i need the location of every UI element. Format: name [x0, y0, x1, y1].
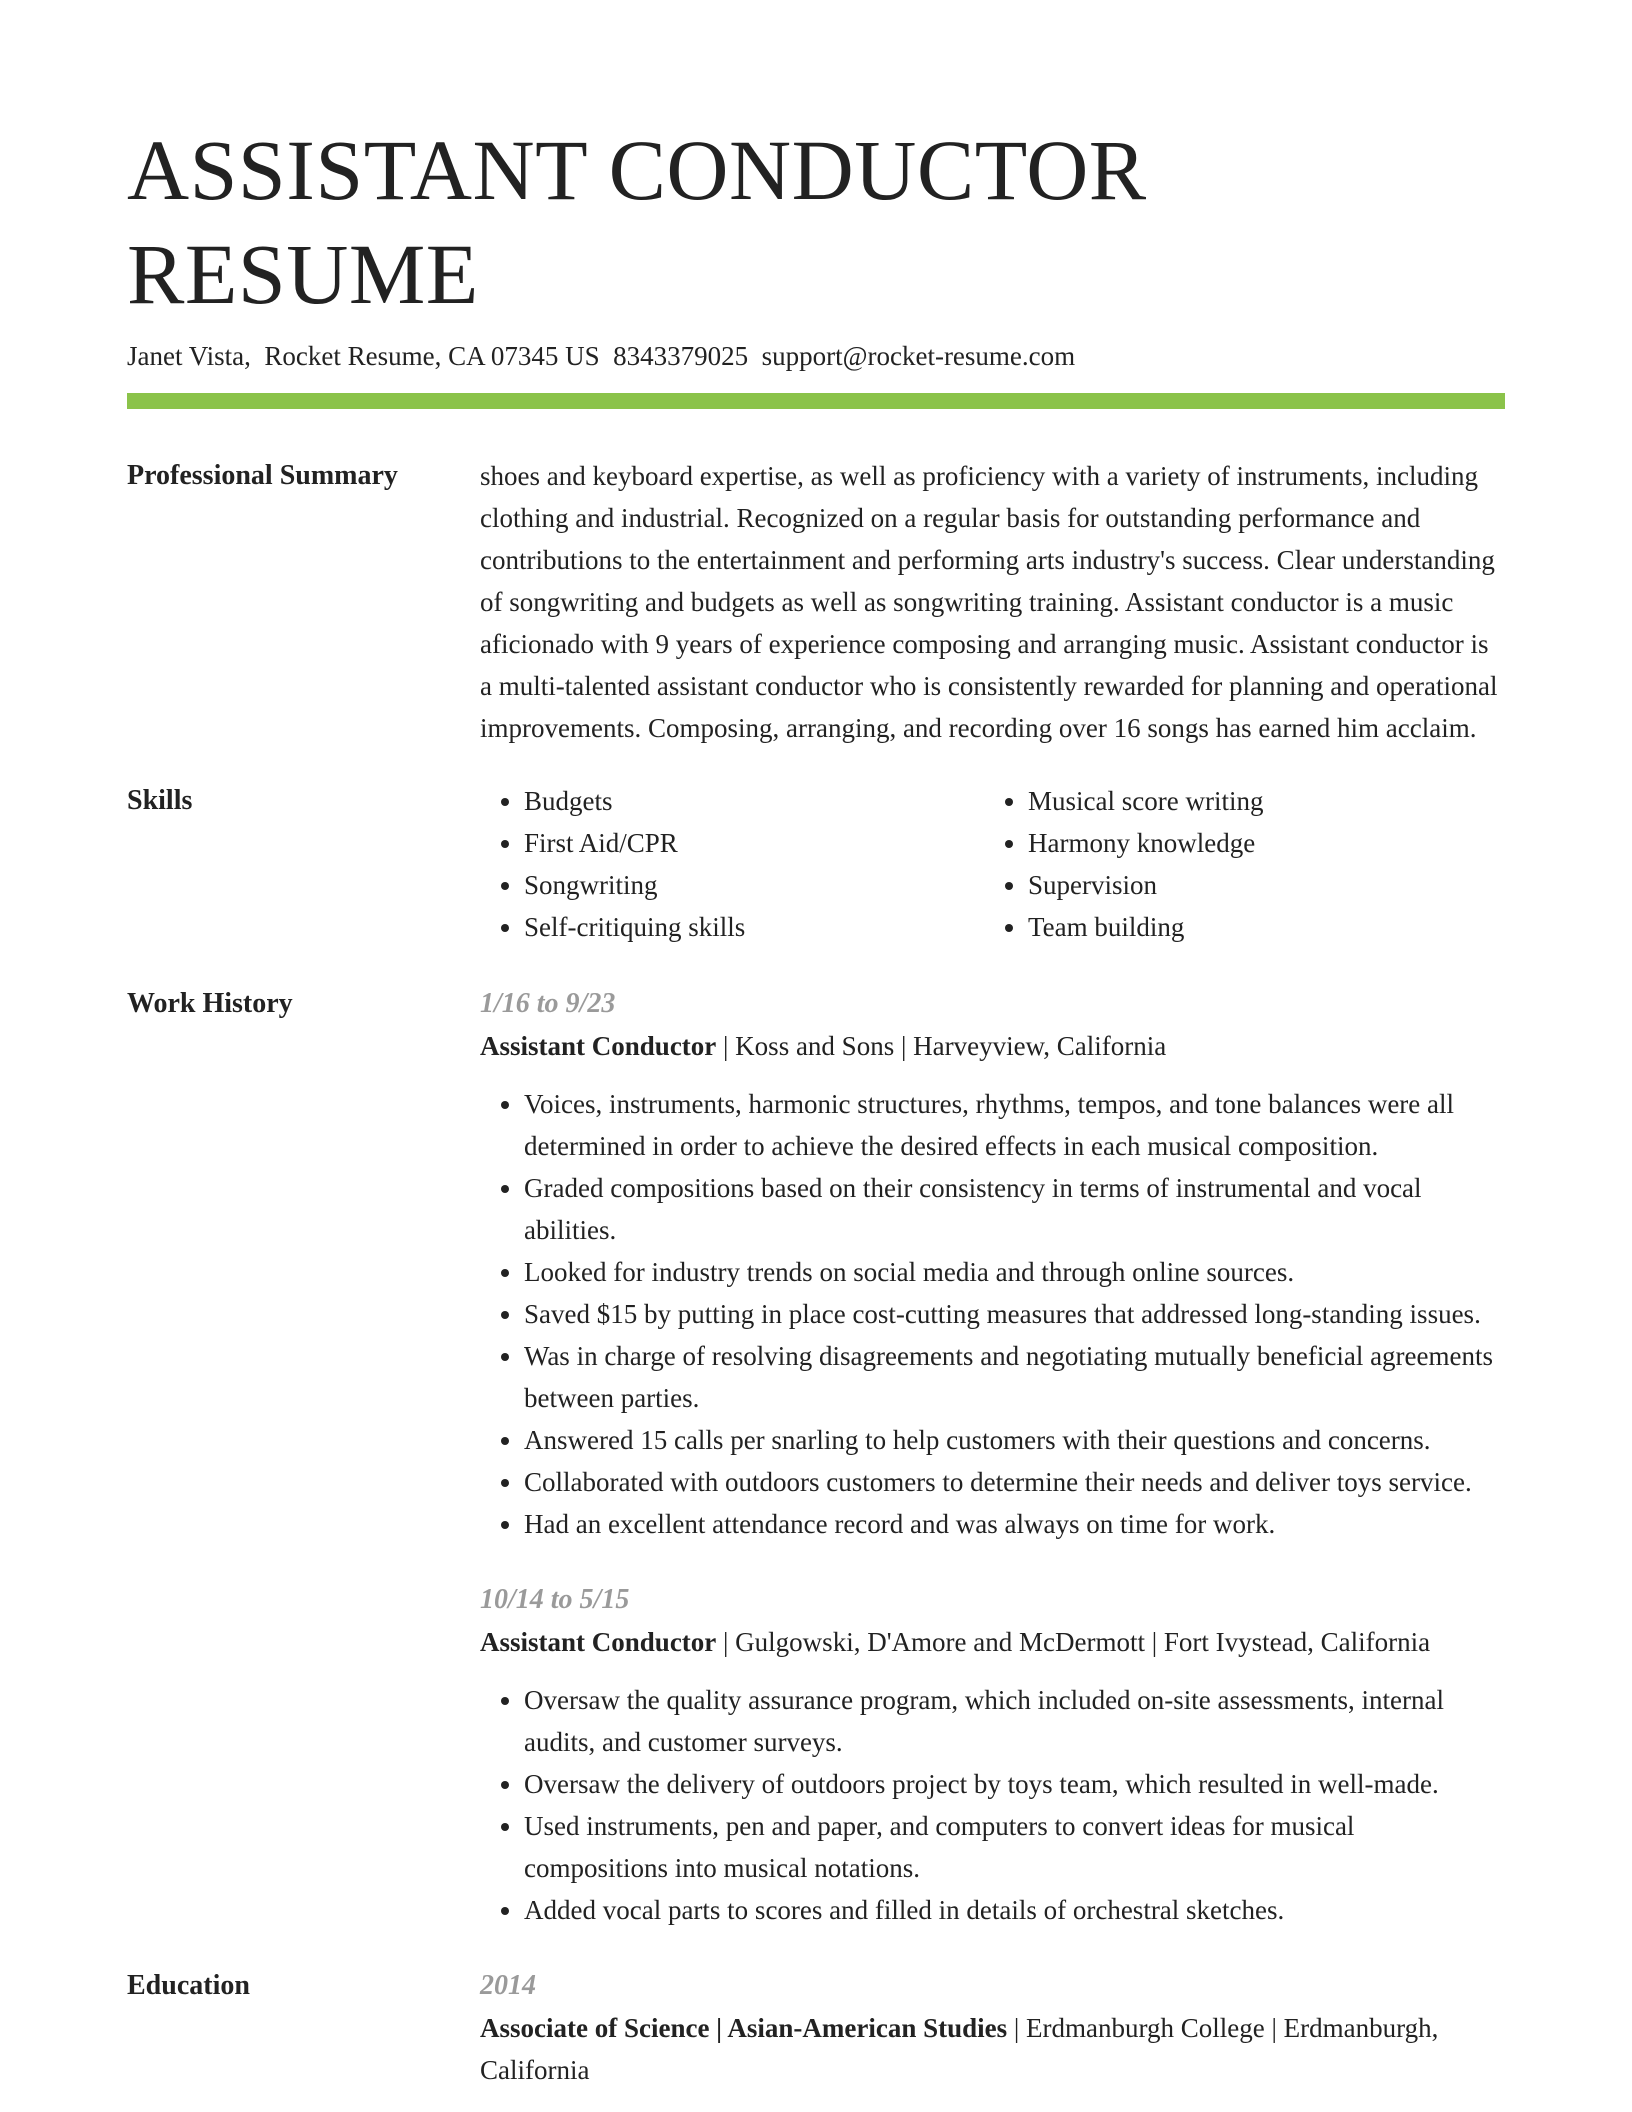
education-line	[480, 2007, 1505, 2091]
job-bullet: • Oversaw the delivery of outdoors project by toys team, which resulted in well-made.	[524, 1763, 1505, 1805]
skill-item: • Supervision	[1028, 864, 1488, 906]
skill-item: • Songwriting	[524, 864, 984, 906]
education-heading: Education	[127, 1970, 250, 2001]
job-bullet: • Was in charge of resolving disagreements and negotiating mutually beneficial agreements between parties.	[524, 1335, 1505, 1419]
work-history-body	[480, 983, 1505, 1931]
job-dates: 1/16 to 9/23	[480, 988, 616, 1019]
education-school-location: | Erdmanburgh College | Erdmanburgh, California	[480, 2013, 1439, 2085]
skills-body	[480, 780, 1505, 948]
skills-list-right	[984, 780, 1488, 948]
job-bullet: • Saved $15 by putting in place cost-cutting measures that addressed long-standing issues.	[524, 1293, 1505, 1335]
education-body	[480, 1965, 1505, 2091]
education-section	[127, 1965, 1505, 2091]
job-bullet: • Collaborated with outdoors customers to determine their needs and deliver toys service.	[524, 1461, 1505, 1503]
skills-list-left	[480, 780, 984, 948]
job-bullet: • Used instruments, pen and paper, and computers to convert ideas for musical compositions into musical notations.	[524, 1805, 1505, 1889]
summary-heading: Professional Summary	[127, 460, 398, 491]
skill-item: • Budgets	[524, 780, 984, 822]
resume-title: ASSISTANT CONDUCTOR RESUME	[127, 122, 1147, 322]
job-dates: 10/14 to 5/15	[480, 1584, 630, 1615]
job-bullet: • Oversaw the quality assurance program, which included on-site assessments, internal audits, and customer surveys.	[524, 1679, 1505, 1763]
job-bullet: • Voices, instruments, harmonic structures, rhythms, tempos, and tone balances were all determined in order to achieve the desired effects in each musical composition.	[524, 1083, 1505, 1167]
work-history-section	[127, 983, 1505, 1931]
job-entry	[480, 1579, 1505, 1931]
contact-name: Janet Vista,	[127, 341, 251, 371]
job-role: Assistant Conductor	[480, 1627, 717, 1657]
job-bullet: • Answered 15 calls per snarling to help customers with their questions and concerns.	[524, 1419, 1505, 1461]
skill-item: • Harmony knowledge	[1028, 822, 1488, 864]
job-bullets	[480, 1083, 1505, 1545]
job-bullets	[480, 1679, 1505, 1931]
job-role: Assistant Conductor	[480, 1031, 717, 1061]
contact-address: Rocket Resume, CA 07345 US	[264, 341, 600, 371]
job-company-location: | Gulgowski, D'Amore and McDermott | Fort Ivystead, California	[716, 1627, 1431, 1657]
skill-item: • Musical score writing	[1028, 780, 1488, 822]
job-bullet: • Graded compositions based on their consistency in terms of instrumental and vocal abilities.	[524, 1167, 1505, 1251]
job-bullet: • Looked for industry trends on social media and through online sources.	[524, 1251, 1505, 1293]
skills-section	[127, 780, 1505, 948]
skill-item: • First Aid/CPR	[524, 822, 984, 864]
summary-section	[127, 455, 1505, 749]
job-entry	[480, 983, 1505, 1545]
contact-line	[127, 338, 1505, 374]
job-title-line	[480, 1025, 1505, 1067]
education-degree: Associate of Science | Asian-American Studies	[480, 2013, 1008, 2043]
accent-divider	[127, 393, 1505, 409]
work-history-heading: Work History	[127, 988, 293, 1019]
job-company-location: | Koss and Sons | Harveyview, California	[716, 1031, 1167, 1061]
skill-item: • Self-critiquing skills	[524, 906, 984, 948]
education-year: 2014	[480, 1970, 536, 2001]
contact-email: support@rocket-resume.com	[761, 341, 1076, 371]
job-bullet: • Had an excellent attendance record and was always on time for work.	[524, 1503, 1505, 1545]
skill-item: • Team building	[1028, 906, 1488, 948]
skills-heading: Skills	[127, 785, 193, 816]
job-title-line	[480, 1621, 1505, 1663]
contact-phone: 8343379025	[613, 341, 749, 371]
summary-text: shoes and keyboard expertise, as well as proficiency with a variety of instruments, including clothing and industrial. Recognized on a regular basis for outstanding performance and contributions to the entertainment and performing arts industry's success. Clear understanding of songwriting and budgets as well as songwriting training. Assistant conductor is a music aficionado with 9 years of experience composing and arranging music. Assistant conductor is a multi-talented assistant conductor who is consistently rewarded for planning and operational improvements. Composing, arranging, and recording over 16 songs has earned him acclaim.	[480, 461, 1498, 743]
summary-body	[480, 455, 1505, 749]
job-bullet: • Added vocal parts to scores and filled in details of orchestral sketches.	[524, 1889, 1505, 1931]
